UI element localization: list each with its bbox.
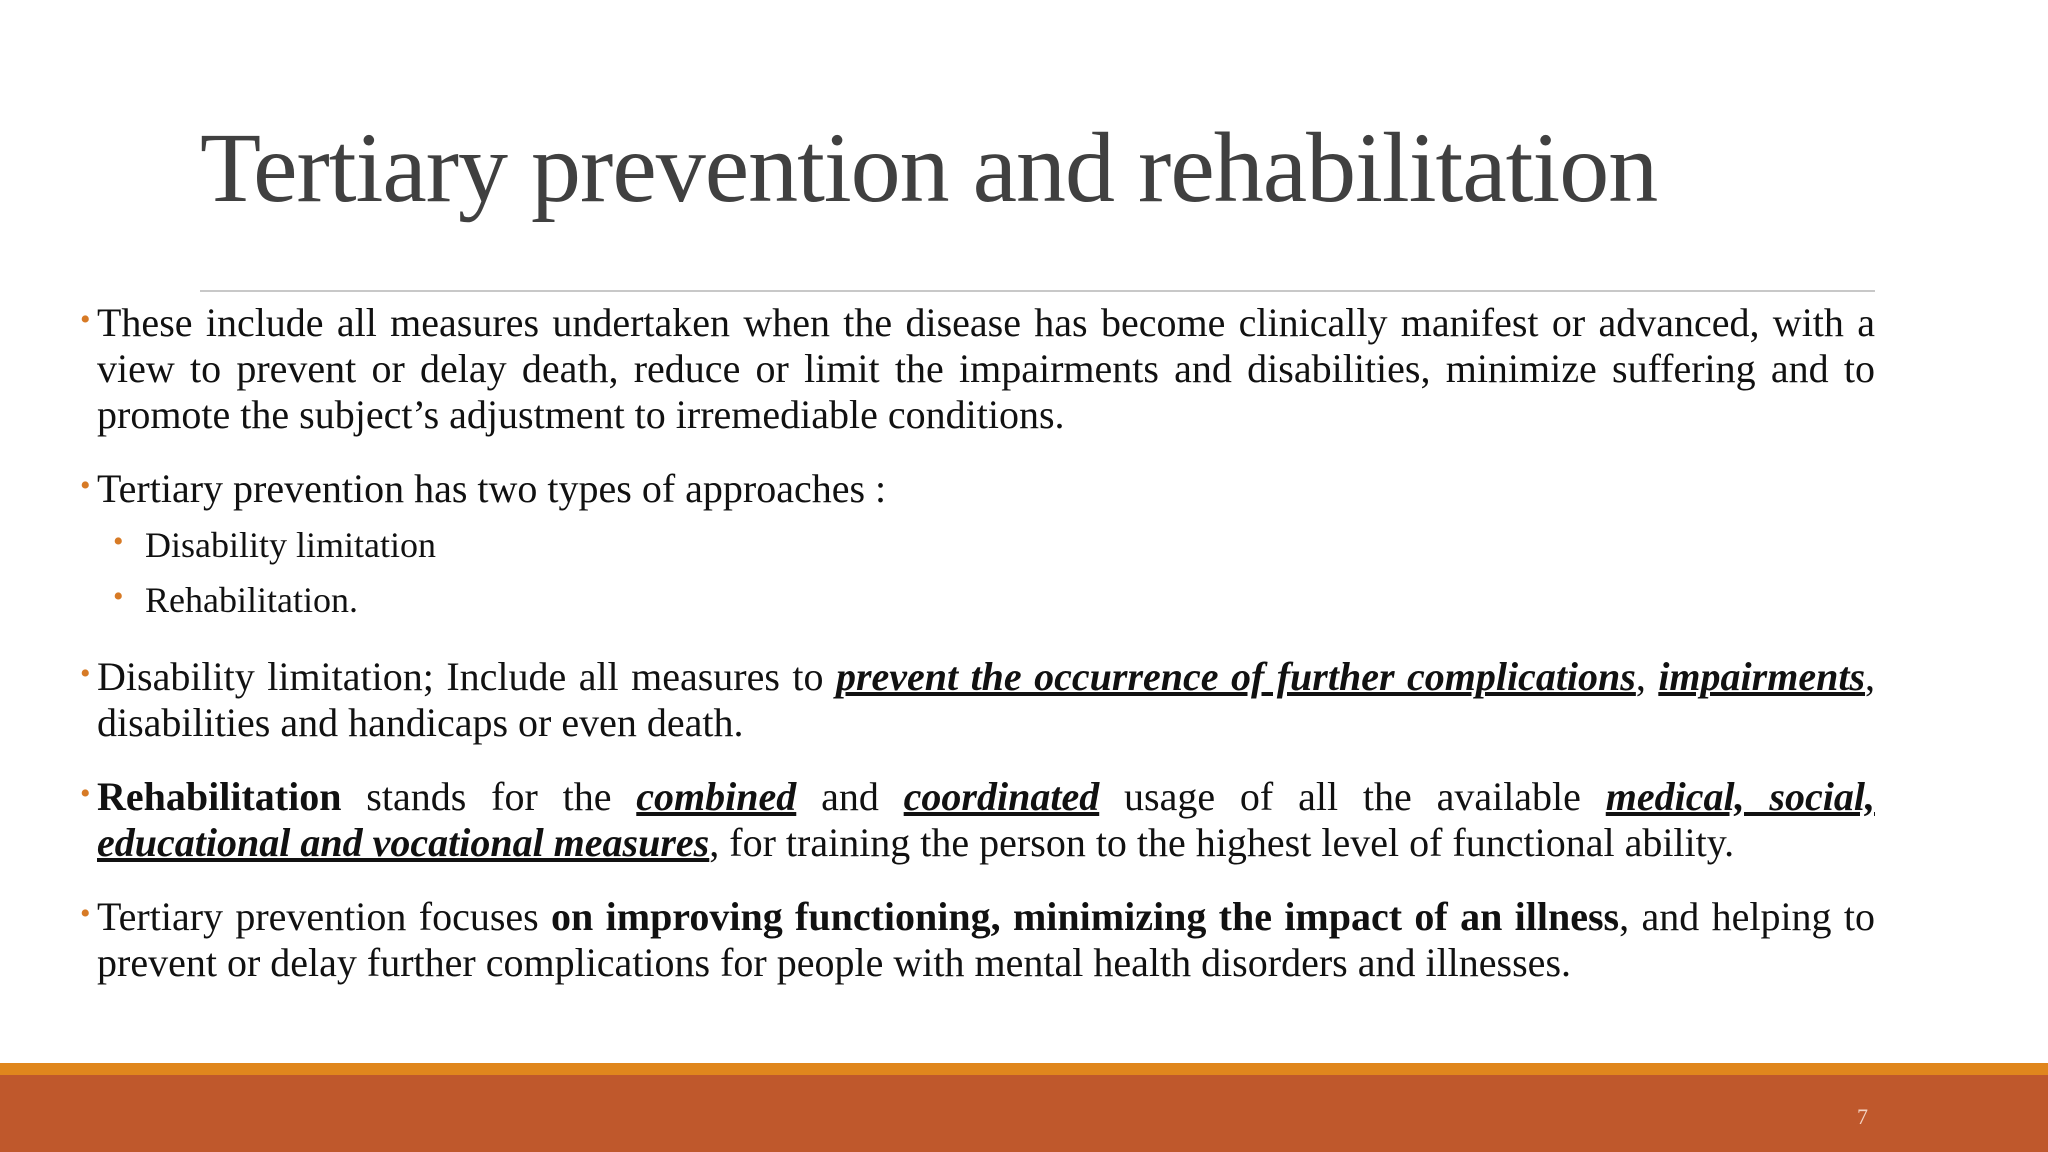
slide-content — [80, 300, 1875, 1014]
bullet-dot-icon: • — [80, 897, 91, 930]
bullet-dot-icon: • — [80, 303, 91, 336]
bullet-approaches-text: Tertiary prevention has two types of approaches : — [97, 466, 887, 511]
sub-item-rehabilitation — [80, 573, 1875, 628]
emphasis-text: combined — [636, 774, 797, 819]
footer-accent-stripe — [0, 1063, 2048, 1075]
bullet-dot-icon: • — [80, 777, 91, 810]
text-run: , — [1635, 654, 1659, 699]
bullet-disability-limitation — [80, 654, 1875, 746]
footer-bar — [0, 1075, 2048, 1152]
text-run: , for training the person to the highest level of functional ability. — [709, 820, 1735, 865]
slide-title: Tertiary prevention and rehabilitation — [200, 112, 1658, 223]
approaches-sub-list — [80, 518, 1875, 628]
text-run: Disability limitation; Include all measures to — [97, 654, 836, 699]
page-number: 7 — [1857, 1104, 1868, 1129]
bullet-tertiary-focus — [80, 894, 1875, 986]
sub-bullet-dot-icon: • — [113, 525, 124, 558]
emphasis-text: coordinated — [903, 774, 1100, 819]
sub-item-disability-limitation — [80, 518, 1875, 573]
sub-bullet-dot-icon: • — [113, 580, 124, 613]
sub-item-text: Rehabilitation. — [145, 580, 358, 620]
bullet-definition — [80, 300, 1875, 438]
bullet-definition-text: These include all measures undertaken when the disease has become clinically manifest or advanced, with a view to prevent or delay death, reduce or limit the impairments and disabilities, minimize suffering and to promote the subject’s adjustment to irremediable conditions. — [97, 300, 1875, 437]
bullet-dot-icon: • — [80, 469, 91, 502]
title-divider — [200, 290, 1875, 292]
bullet-dot-icon: • — [80, 657, 91, 690]
emphasis-text: impairments — [1658, 654, 1866, 699]
bullet-approaches — [80, 466, 1875, 512]
emphasis-text: medical, social, educational and vocational measures — [97, 774, 1875, 865]
text-run: and — [796, 774, 904, 819]
text-run: , disabilities and handicaps or even death. — [97, 654, 1876, 745]
text-run: usage of all the available — [1099, 774, 1606, 819]
text-run: Tertiary prevention focuses — [97, 894, 552, 939]
emphasis-text: prevent the occurrence of further complications — [835, 654, 1636, 699]
bold-text: on improving functioning, minimizing the impact of an illness — [551, 894, 1620, 939]
text-run: , and helping to prevent or delay further complications for people with mental health disorders and illnesses. — [97, 894, 1876, 985]
sub-item-text: Disability limitation — [145, 525, 436, 565]
bullet-rehabilitation — [80, 774, 1875, 866]
bold-text: Rehabilitation — [97, 774, 342, 819]
text-run: stands for the — [341, 774, 637, 819]
